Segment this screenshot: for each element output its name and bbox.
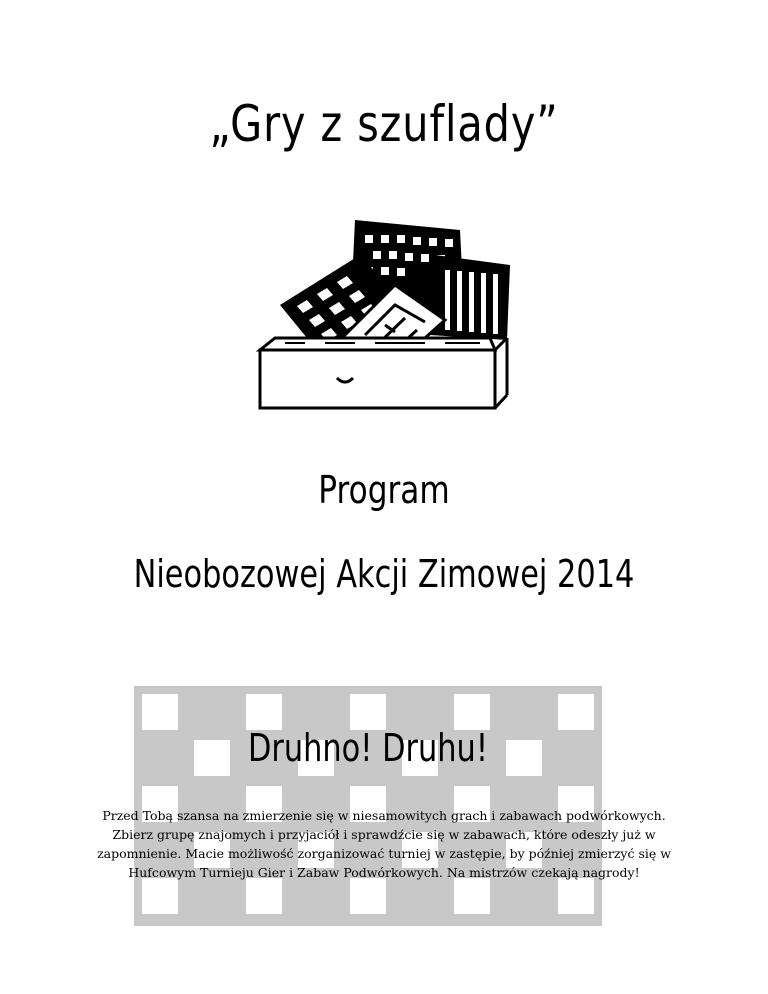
board-square [454,878,490,914]
board-square [142,878,178,914]
board-square [246,694,282,730]
board-square [142,694,178,730]
intro-paragraph: Przed Tobą szansa na zmierzenie się w niesamowitych grach i zabawach podwórkowych. Zbierz grupę znajomych i przyjaciół i sprawdźcie się w zabawach, które odeszły już w zapomnienie. Macie możliwość zorganizować turniej w zastępie, by później zmierzyć się w Hufcowym Turnieju Gier i Zabaw Podwórkowych. Na mistrzów czekają nagrody! [97,808,671,880]
program-heading: Program [318,468,450,512]
board-square [558,694,594,730]
page-title: „Gry z szuflady” [209,95,559,153]
board-square [350,694,386,730]
greeting-heading: Druhno! Druhu! [247,726,489,770]
board-square [558,878,594,914]
board-square [350,878,386,914]
drawer-with-board-games-icon [245,210,525,430]
drawer [260,338,507,408]
board-square [246,878,282,914]
right-board [430,255,510,340]
program-subtitle: Nieobozowej Akcji Zimowej 2014 [133,552,635,596]
board-square [454,694,490,730]
